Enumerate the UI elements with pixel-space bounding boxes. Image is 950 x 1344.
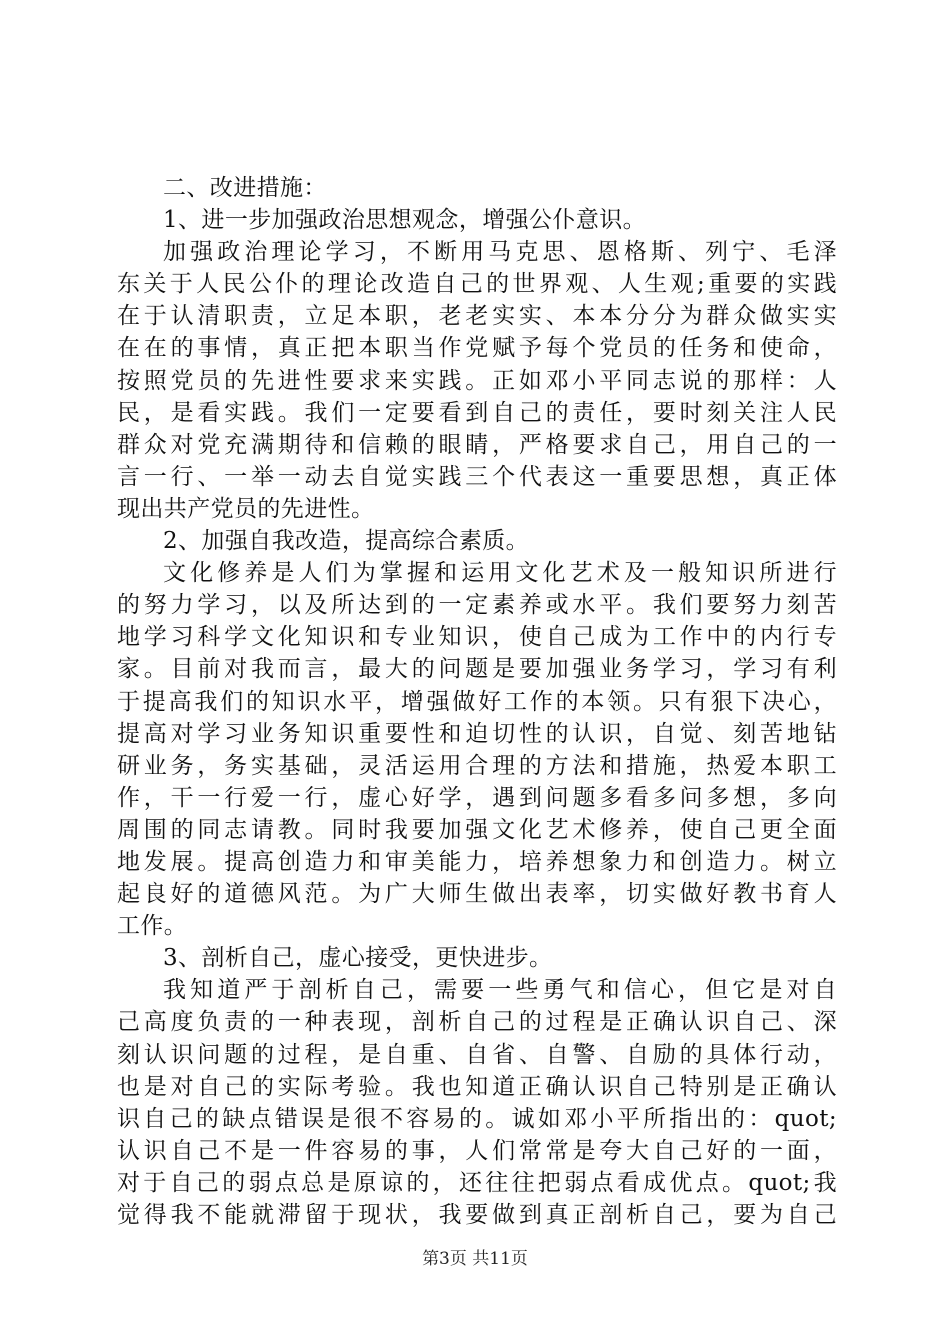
text-line: 2、加强自我改造，提高综合素质。 xyxy=(163,528,530,555)
text-line: 作，干一行爱一行，虚心好学，遇到问题多看多问多想，多向 xyxy=(117,784,837,811)
text-line: 工作。 xyxy=(117,913,188,940)
text-line: 地发展。提高创造力和审美能力，培养想象力和创造力。树立 xyxy=(117,848,837,875)
text-line: 起良好的道德风范。为广大师生做出表率，切实做好教书育人 xyxy=(117,881,837,908)
text-line: 对于自己的弱点总是原谅的，还往往把弱点看成优点。quot;我 xyxy=(117,1169,837,1196)
page-footer: 第3页 共11页 xyxy=(422,1249,528,1269)
text-line: 在在的事情，真正把本职当作党赋予每个党员的任务和使命， xyxy=(117,335,837,362)
text-line: 群众对党充满期待和信赖的眼睛，严格要求自己，用自己的一 xyxy=(117,431,837,458)
text-line: 民，是看实践。我们一定要看到自己的责任，要时刻关注人民 xyxy=(117,399,837,426)
text-line: 研业务，务实基础，灵活运用合理的方法和措施，热爱本职工 xyxy=(117,752,837,779)
text-line: 加强政治理论学习，不断用马克思、恩格斯、列宁、毛泽 xyxy=(163,239,837,266)
text-line: 刻认识问题的过程，是自重、自省、自警、自励的具体行动， xyxy=(117,1041,837,1068)
text-line: 提高对学习业务知识重要性和迫切性的认识，自觉、刻苦地钻 xyxy=(117,720,837,747)
text-line: 周围的同志请教。同时我要加强文化艺术修养，使自己更全面 xyxy=(117,816,837,843)
text-line: 二、改进措施： xyxy=(163,175,327,201)
text-line: 东关于人民公仆的理论改造自己的世界观、人生观;重要的实践 xyxy=(117,271,837,298)
document-body xyxy=(117,172,837,1231)
text-line: 3、剖析自己，虚心接受，更快进步。 xyxy=(163,945,553,972)
text-line: 我知道严于剖析自己，需要一些勇气和信心，但它是对自 xyxy=(163,977,837,1004)
text-line: 的努力学习，以及所达到的一定素养或水平。我们要努力刻苦 xyxy=(117,592,837,619)
text-line: 觉得我不能就滞留于现状，我要做到真正剖析自己，要为自己 xyxy=(117,1202,837,1228)
text-line: 1、进一步加强政治思想观念，增强公仆意识。 xyxy=(163,207,647,234)
text-line: 也是对自己的实际考验。我也知道正确认识自己特别是正确认 xyxy=(117,1073,837,1100)
text-line: 文化修养是人们为掌握和运用文化艺术及一般知识所进行 xyxy=(163,560,837,587)
text-line: 按照党员的先进性要求来实践。正如邓小平同志说的那样：人 xyxy=(117,367,837,394)
text-line: 认识自己不是一件容易的事，人们常常是夸大自己好的一面， xyxy=(117,1137,837,1164)
text-line: 识自己的缺点错误是很不容易的。诚如邓小平所指出的：quot; xyxy=(117,1105,837,1132)
text-line: 己高度负责的一种表现，剖析自己的过程是正确认识自己、深 xyxy=(117,1009,837,1036)
text-line: 家。目前对我而言，最大的问题是要加强业务学习，学习有利 xyxy=(117,656,837,683)
text-line: 在于认清职责，立足本职，老老实实、本本分分为群众做实实 xyxy=(117,303,837,330)
text-line: 地学习科学文化知识和专业知识，使自己成为工作中的内行专 xyxy=(117,624,837,651)
text-line: 言一行、一举一动去自觉实践三个代表这一重要思想，真正体 xyxy=(117,463,837,490)
text-line: 现出共产党员的先进性。 xyxy=(117,495,375,522)
text-line: 于提高我们的知识水平，增强做好工作的本领。只有狠下决心， xyxy=(117,688,837,715)
